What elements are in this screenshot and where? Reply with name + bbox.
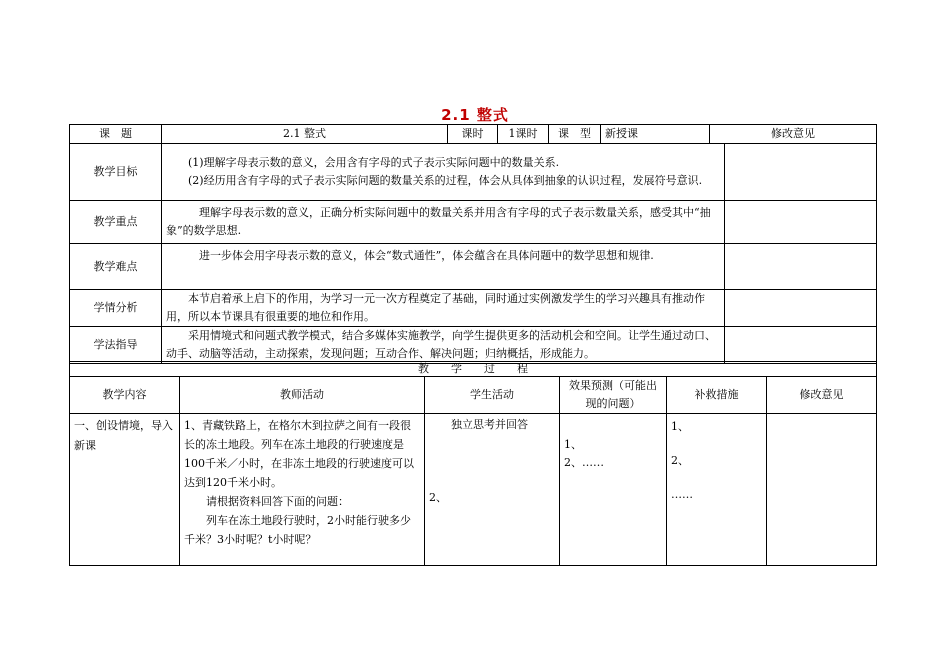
student-line-2: 2、 [429, 491, 447, 504]
document-title: 2.1 整式 [441, 106, 509, 124]
row-revise-analysis [725, 290, 877, 327]
process-content-cell [70, 414, 180, 566]
objectives-table [69, 143, 877, 364]
lesson-label: 课 题 [70, 125, 162, 144]
teacher-line-1: 1、青藏铁路上，在格尔木到拉萨之间有一段很长的冻土地段。列车在冻土地段的行驶速度是100千米／小时，在非冻土地段的行驶速度可以达到120千米小时。 [184, 419, 414, 489]
guidance-text: 采用情境式和问题式教学模式，结合多媒体实施教学，向学生提供更多的活动机会和空间。让学生通过动口、动手、动脑等活动，主动探索，发现问题；互动合作、解决问题；归纳概括，形成能力。 [166, 329, 716, 360]
process-content-text: 一、创设情境，导入新课 [74, 419, 173, 452]
row-content-objectives [162, 144, 725, 201]
col-header-teacher: 教师活动 [180, 377, 425, 414]
process-table [69, 361, 877, 566]
process-remedy-cell [667, 414, 767, 566]
row-revise-objectives [725, 144, 877, 201]
process-revise-cell [767, 414, 877, 566]
key-points-text: 理解字母表示数的意义，正确分析实际问题中的数量关系并用含有字母的式子表示数量关系，感受其中“抽象”的数学思想. [166, 206, 711, 237]
row-label-key-points: 教学重点 [70, 201, 162, 244]
period-value: 1课时 [498, 125, 549, 144]
row-content-key-points [162, 201, 725, 244]
revise-label: 修改意见 [710, 125, 877, 144]
type-value: 新授课 [601, 125, 710, 144]
row-label-guidance: 学法指导 [70, 327, 162, 364]
row-revise-key-points [725, 201, 877, 244]
col-header-revise: 修改意见 [767, 377, 877, 414]
objective-line-1: (1)理解字母表示数的意义，会用含有字母的式子表示实际问题中的数量关系. [188, 156, 560, 169]
process-teacher-cell [180, 414, 425, 566]
row-content-guidance [162, 327, 725, 364]
col-header-effect: 效果预测（可能出现的问题） [560, 377, 667, 414]
objective-line-2: (2)经历用含有字母的式子表示实际问题的数量关系的过程，体会从具体到抽象的认识过程，发展符号意识. [188, 174, 703, 187]
process-student-cell [425, 414, 560, 566]
col-header-remedy: 补救措施 [667, 377, 767, 414]
difficulties-text: 进一步体会用字母表示数的意义，体会“数式通性”，体会蕴含在具体问题中的数学思想和规律. [199, 249, 654, 262]
row-content-analysis [162, 290, 725, 327]
row-label-objectives: 教学目标 [70, 144, 162, 201]
type-label: 课 型 [549, 125, 601, 144]
remedy-line-3: …… [671, 488, 693, 501]
process-heading: 教 学 过 程 [70, 362, 877, 377]
row-revise-guidance [725, 327, 877, 364]
remedy-line-1: 1、 [671, 420, 689, 433]
teacher-line-2: 请根据资料回答下面的问题： [206, 495, 349, 508]
effect-line-1: 1、 [564, 438, 582, 451]
analysis-text: 本节启着承上启下的作用，为学习一元一次方程奠定了基础，同时通过实例激发学生的学习兴趣具有推动作用，所以本节课具有很重要的地位和作用。 [166, 292, 705, 323]
student-line-1: 独立思考并回答 [451, 418, 528, 431]
remedy-line-2: 2、 [671, 454, 689, 467]
process-effect-cell [560, 414, 667, 566]
lesson-plan-table [69, 124, 877, 144]
row-revise-difficulties [725, 244, 877, 290]
row-label-difficulties: 教学难点 [70, 244, 162, 290]
row-label-analysis: 学情分析 [70, 290, 162, 327]
lesson-value: 2.1 整式 [162, 125, 448, 144]
col-header-student: 学生活动 [425, 377, 560, 414]
row-content-difficulties [162, 244, 725, 290]
teacher-line-3: 列车在冻土地段行驶时，2小时能行驶多少千米？3小时呢？t小时呢？ [184, 514, 411, 546]
effect-line-2: 2、…… [564, 456, 604, 469]
period-label: 课时 [448, 125, 498, 144]
col-header-content: 教学内容 [70, 377, 180, 414]
